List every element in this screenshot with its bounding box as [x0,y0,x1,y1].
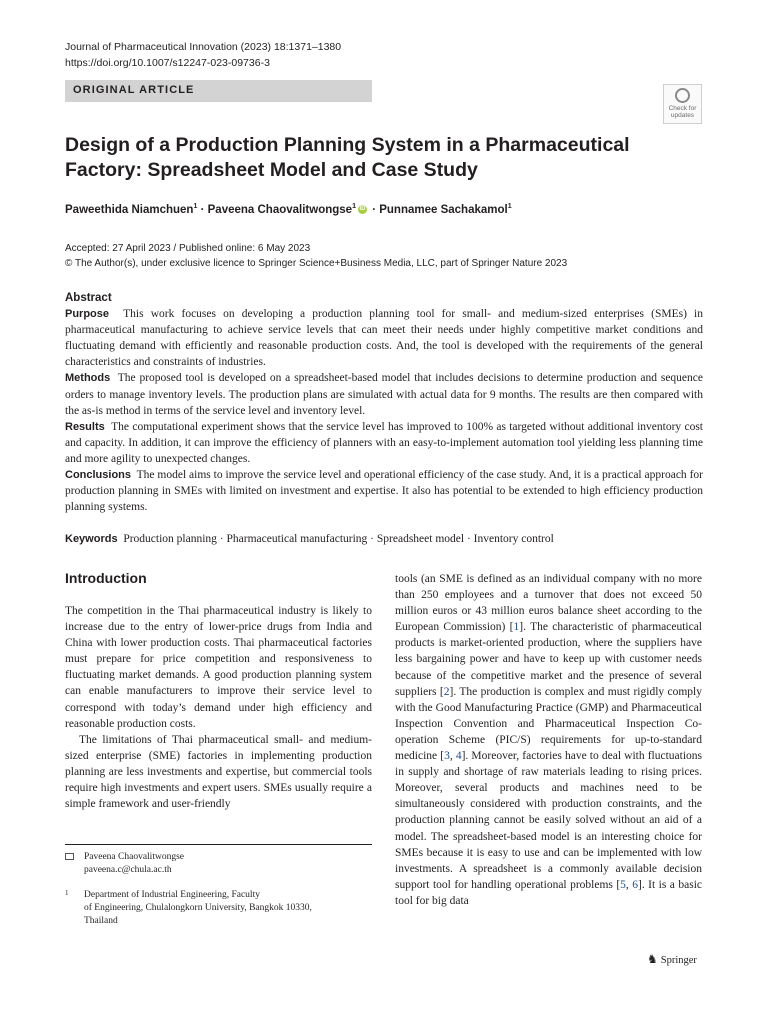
journal-line: Journal of Pharmaceutical Innovation (2023) 18:1371–1380 [65,41,342,53]
check-updates-icon [675,88,690,103]
abstract-methods [65,370,703,418]
envelope-icon [65,853,74,860]
author-affiliation: 1 [193,203,198,210]
citation-link[interactable]: 1 [513,621,520,634]
article-title: Design of a Production Planning System in a Pharmaceutical Factory: Spreadsheet Model and Case Study [65,134,630,181]
conclusions-label: Conclusions [65,469,132,482]
text-run: , [449,750,456,763]
publication-dates [65,241,567,271]
journal-citation [65,40,341,71]
springer-horse-icon: ♞ [647,952,658,966]
intro-paragraph-continued [395,571,702,909]
methods-label: Methods [65,372,111,385]
publisher-logo [647,952,697,967]
author-name: Paveena Chaovalitwongse [207,203,353,216]
doi-link[interactable]: https://doi.org/10.1007/s12247-023-09736-3 [65,56,270,69]
corresponding-author-email[interactable]: paveena.c@chula.ac.th [84,865,172,875]
abstract [65,290,703,515]
citation-link[interactable]: 3 [444,750,450,763]
text-run: ]. The characteristic of pharmaceutical products is market-oriented production, where the suppliers have less bargaining power and have to keep up with customer needs because of the competitive market and the presence of several suppliers [ [395,621,703,698]
text-run: ]. It is a basic tool for big data [395,878,702,907]
abstract-heading: Abstract [65,292,112,304]
introduction-heading: Introduction [65,570,147,586]
check-updates-label: Check for updates [668,105,697,119]
abstract-conclusions [65,467,703,515]
abstract-results [65,419,703,467]
text-run: ]. Moreover, factories have to deal with fluctuations in supply and shortage of raw materials leading to rising prices. Moreover, several products and machines need to be simultaneously considered with production constraints, and the production planning cannot be easily solved without an aid of a model. The spreadsheet-based model is an interesting choice for SMEs because it is easy to use and can be implemented with low investments. A spreadsheet is a commonly available decision support tool for handling operational problems [ [395,750,702,891]
publisher-name: Springer [660,955,697,966]
intro-paragraph: The competition in the Thai pharmaceutical industry is likely to increase due to the entry of lower-price drugs from India and China with lower production costs. Thai pharmaceutical factories must prepare for price competition and responsiveness to fluctuating market demands. A good production planning system can enable manufacturers to improve their service level to correspond with today’s demand under high efficiency and reasonable production costs. [65,605,372,730]
abstract-purpose [65,306,703,370]
copyright-line: © The Author(s), under exclusive licence to Springer Science+Business Media, LLC, part of Springer Nature 2023 [65,258,568,269]
introduction-left-column [65,603,372,812]
results-label: Results [65,420,105,433]
keywords-text: Production planning · Pharmaceutical manufacturing · Spreadsheet model · Inventory control [123,533,554,545]
citation-link[interactable]: 6 [632,878,639,891]
text-run: ]. The production is complex and must rigidly comply with the Good Manufacturing Practice (GMP) and Pharmaceutical Inspection Convention and Pharmaceutical Inspection Co-operation Scheme (PIC/S) requirements for up-to-standard medicine [ [395,685,702,763]
purpose-label: Purpose [65,308,110,321]
text-run: , [625,878,633,891]
introduction-right-column [395,571,702,909]
purpose-text: This work focuses on developing a production planning tool for small- and medium-sized enterprises (SMEs) in pharmaceutical manufacturing to achieve service levels that can meet their needs under highly competitive market conditions and fluctuating demand with efficiently and reasonable production costs. And, the tool is developed with the requirements of the general characteristics and constraints of industries. [65,308,703,369]
affiliation-line: Department of Industrial Engineering, Faculty [84,890,260,900]
author-name: Punnamee Sachakamol [379,203,508,216]
citation-link[interactable]: 4 [455,750,462,763]
intro-paragraph: The limitations of Thai pharmaceutical small- and medium-sized enterprise (SME) factories in implementing production planning are less investments and expertise, but commercial tools require high investments and expert users. SMEs usually require a simple framework and user-friendly [65,733,372,811]
author-affiliation: 1 [352,203,356,210]
author-name: Paweethida Niamchuen [65,203,194,216]
author-separator: · [372,203,377,216]
article-type-banner [65,80,372,102]
affiliation-line: of Engineering, Chulalongkorn University, Bangkok 10330, [84,903,312,913]
author-separator: · [200,203,205,216]
dates-line: Accepted: 27 April 2023 / Published online: 6 May 2023 [65,243,311,254]
affiliation-number: 1 [65,889,69,897]
check-for-updates-badge[interactable] [663,84,702,124]
corresponding-author-name: Paveena Chaovalitwongse [84,852,184,862]
citation-link[interactable]: 5 [620,878,626,891]
footnote-divider [65,844,372,845]
keywords-label: Keywords [65,533,118,545]
text-run: tools (an SME is defined as an individual company with no more than 250 employees and a turnover that does not exceed 50 million euros or 43 million euros balance sheet according to the European Commission) [ [395,573,702,634]
keywords [65,533,554,545]
results-text: The computational experiment shows that the service level has improved to 100% as targeted without additional inventory cost and capacity. In addition, it can improve the efficiency of planners with an easy-to-implement automation tool yielding less planning time and more agility to unexpected changes. [65,420,703,465]
author-affiliation: 1 [507,203,512,210]
article-type-label: ORIGINAL ARTICLE [73,84,195,96]
citation-link[interactable]: 2 [443,685,450,698]
conclusions-text: The model aims to improve the service level and operational efficiency of the case study. And, it is a practical approach for production planning in SMEs with limited on investment and expertise. It also has potential to be extended to high efficiency production planning systems. [65,469,703,514]
affiliation-line: Thailand [84,916,118,926]
author-list [65,203,512,216]
orcid-icon[interactable]: iD [359,206,366,213]
methods-text: The proposed tool is developed on a spreadsheet-based model that includes decisions to determine production and sequence orders to manage inventory levels. The production plans are simulated with actual data for 9 months. The results are then compared with the as-is method in terms of the service level and inventory level. [65,372,703,417]
